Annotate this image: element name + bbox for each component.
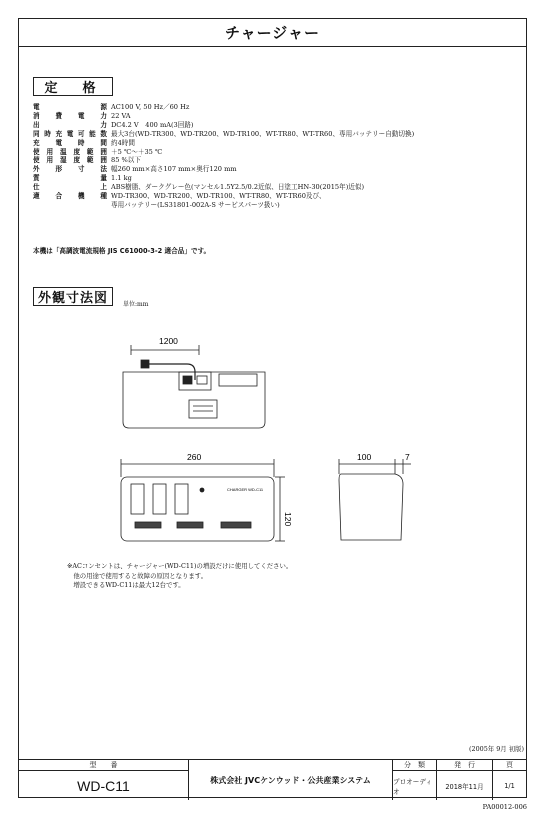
spec-table	[33, 103, 414, 210]
footer-table	[19, 759, 526, 800]
charge-slot	[153, 484, 166, 514]
company-name: 株式会社 JVCケンウッド・公共産業システム	[189, 760, 393, 800]
top-view	[123, 345, 265, 428]
spec-row: 電源 AC100 V, 50 Hz／60 Hz	[33, 103, 190, 111]
plug	[141, 360, 149, 368]
side-depth-value: 100	[357, 452, 372, 462]
spec-row: 適合機種 WD-TR300、WD-TR200、WD-TR100、WT-TR80、WT-TR60及び、	[33, 192, 326, 201]
dimension-heading: 外観寸法図	[33, 287, 113, 306]
width-value: 260	[187, 452, 202, 462]
spec-row: 仕上 ABS樹脂、ダークグレー色(マンセル1.5Y2.5/0.2近似、日塗工HN-30(2015年)近似)	[33, 183, 365, 192]
spec-row: 使用湿度範囲 85 %以下	[33, 156, 141, 165]
jis-note: 本機は「高調波電流規格 JIS C61000-3-2 適合品」です。	[33, 247, 211, 255]
edition-note: (2005年 9月 初版)	[469, 745, 524, 753]
document-number: PA00012-006	[482, 803, 527, 811]
document-title: チャージャー	[19, 19, 526, 47]
indicator-led	[200, 488, 204, 492]
page-header: 頁	[493, 760, 526, 771]
battery-slot	[135, 522, 161, 528]
spec-heading: 定 格	[33, 77, 113, 96]
rating-label	[189, 400, 217, 418]
spec-row: 消費電力 22 VA	[33, 111, 131, 120]
device-label: CHARGER WD-C11	[227, 487, 264, 492]
side-view	[339, 459, 411, 540]
battery-slot	[221, 522, 251, 528]
charger-side-body	[339, 474, 403, 540]
spec-row: 同時充電可能数 最大3台(WD-TR300、WD-TR200、WD-TR100、WT-TR80、WT-TR60、専用バッテリー自動切換)	[33, 129, 415, 138]
spec-row: 外形寸法 幅260 mm×高さ107 mm×奥行120 mm	[33, 165, 237, 174]
spec-row: 充電時間 約4時間	[33, 138, 135, 147]
spec-row: 使用温度範囲 ＋5 ℃～＋35 ℃	[33, 147, 163, 156]
depth-value: 120	[283, 512, 293, 527]
document-frame	[18, 18, 527, 798]
dimension-drawing	[19, 314, 528, 554]
unit-label: 単位:mm	[123, 301, 149, 308]
issue-header: 発 行	[437, 760, 493, 771]
ac-outlet	[197, 376, 207, 384]
category-value: プロオーディオ	[393, 771, 437, 800]
category-header: 分 類	[393, 760, 437, 771]
spec-row: 質量 1.1 kg	[33, 174, 132, 183]
charge-slot	[175, 484, 188, 514]
footnote: ※ACコンセントは、チャージャー(WD-C11)の増設だけに使用してください。 他の用途で使用すると故障の原因となります。 増設できるWD-C11は最大12台です。	[67, 562, 293, 589]
model-number: WD-C11	[19, 771, 189, 800]
spec-row: 出力 DC4.2 V 400 mA(3回路)	[33, 120, 194, 129]
front-view	[121, 459, 285, 541]
charge-slot	[131, 484, 144, 514]
side-offset-value: 7	[405, 452, 410, 462]
cable-length: 1200	[159, 336, 178, 346]
issue-date: 2018年11月	[437, 771, 493, 800]
spec-row: 専用バッテリー(LS31801-002A-S サービスパーツ扱い)	[111, 200, 280, 209]
label-area	[219, 374, 257, 386]
model-header: 型 番	[19, 760, 189, 771]
ac-inlet	[183, 376, 192, 384]
page-number: 1/1	[504, 781, 515, 790]
battery-slot	[177, 522, 203, 528]
